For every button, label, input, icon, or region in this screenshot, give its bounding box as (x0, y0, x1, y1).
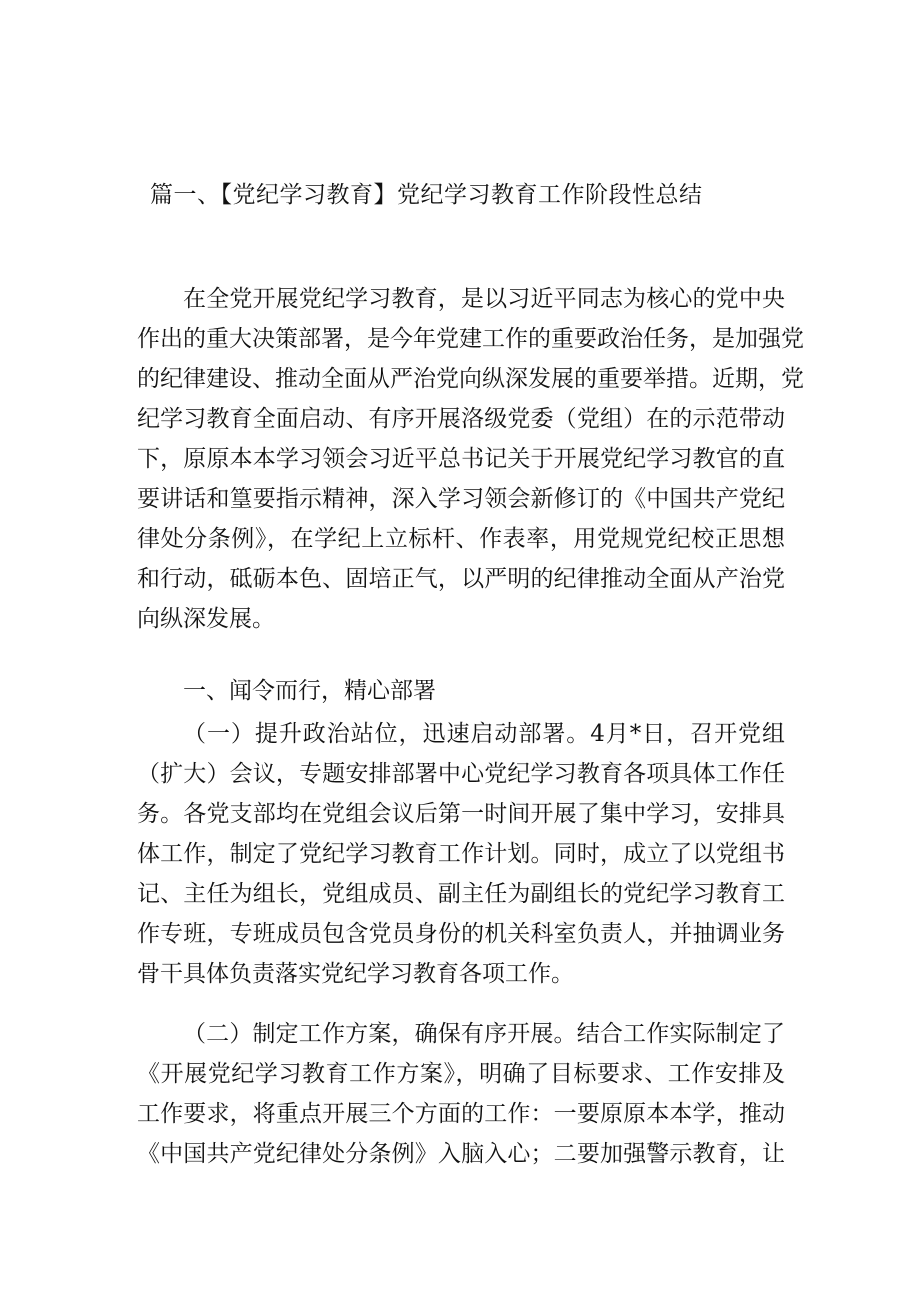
paragraph-line: 下，原原本本学习领会习近平总书记关于开展党纪学习教官的直 (137, 446, 785, 472)
paragraph-line: 律处分条例》，在学纪上立标杆、作表率，用党规党纪校正思想 (137, 526, 785, 552)
paragraph-line: 作出的重大决策部署，是今年党建工作的重要政治任务，是加强党 (137, 326, 804, 352)
section-heading: 一、闻令而行，精心部署 (183, 678, 436, 704)
paragraph-line: 向纵深发展。 (137, 606, 275, 632)
paragraph-line: 《中国共产党纪律处分条例》入脑入心；二要加强警示教育，让 (137, 1141, 785, 1167)
paragraph-line: 务。各党支部均在党组会议后第一时间开展了集中学习，安排具 (137, 801, 785, 827)
paragraph-line: 体工作，制定了党纪学习教育工作计划。同时，成立了以党组书 (137, 841, 785, 867)
document-title: 篇一、【党纪学习教育】党纪学习教育工作阶段性总结 (150, 182, 703, 208)
paragraph-line: 骨干具体负责落实党纪学习教育各项工作。 (137, 961, 574, 987)
paragraph-line: 《开展党纪学习教育工作方案》，明确了目标要求、工作安排及 (137, 1061, 785, 1087)
paragraph-line: （一）提升政治站位，迅速启动部署。4月*日，召开党组 (183, 721, 785, 747)
paragraph-line: 工作要求，将重点开展三个方面的工作：一要原原本本学，推动 (137, 1101, 785, 1127)
paragraph-line: 的纪律建设、推动全面从严治党向纵深发展的重要举措。近期，党 (137, 366, 804, 392)
paragraph-line: （二）制定工作方案，确保有序开展。结合工作实际制定了 (183, 1021, 785, 1047)
paragraph-line: 在全党开展党纪学习教育，是以习近平同志为核心的党中央 (183, 286, 785, 312)
paragraph-line: （扩大）会议，专题安排部署中心党纪学习教育各项具体工作任 (137, 761, 785, 787)
paragraph-line: 作专班，专班成员包含党员身份的机关科室负责人，并抽调业务 (137, 921, 785, 947)
paragraph-line: 记、主任为组长，党组成员、副主任为副组长的党纪学习教育工 (137, 881, 785, 907)
paragraph-line: 纪学习教育全面启动、有序开展洛级党委（党组）在的示范带动 (137, 406, 785, 432)
paragraph-line: 要讲话和篁要指示精神，深入学习领会新修订的《中国共产党纪 (137, 486, 785, 512)
paragraph-line: 和行动，砥砺本色、固培正气，以严明的纪律推动全面从产治党 (137, 566, 785, 592)
